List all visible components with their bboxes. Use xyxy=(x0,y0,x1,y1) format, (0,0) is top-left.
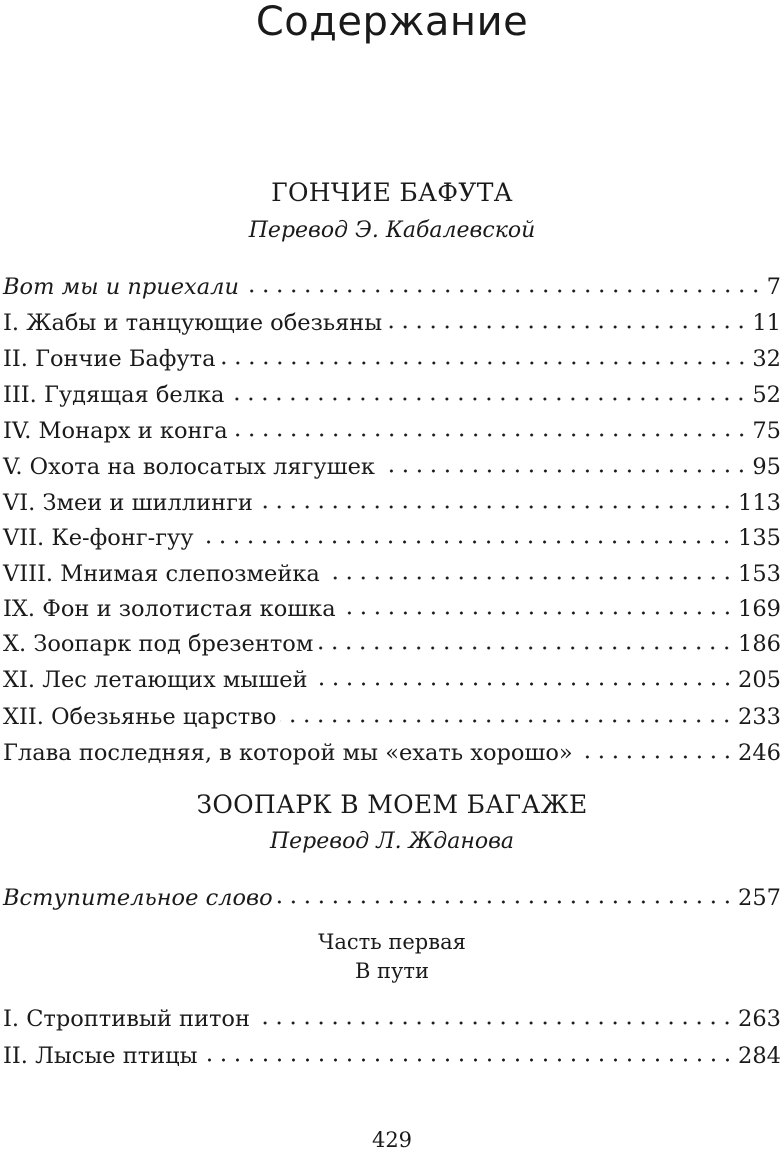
toc-entry-page: 135 xyxy=(738,525,781,551)
toc-entry-title: V. Охота на волосатых лягушек xyxy=(3,454,375,480)
toc-entry-page: 11 xyxy=(752,310,781,336)
translator-credit: Перевод Л. Жданова xyxy=(269,829,515,854)
toc-entry[interactable] xyxy=(3,379,781,411)
part-title: ГОНЧИЕ БАФУТА xyxy=(271,178,513,207)
dot-leader xyxy=(243,288,763,294)
toc-entry-title: IX. Фон и золотистая кошка xyxy=(3,596,336,622)
dot-leader xyxy=(254,1020,734,1026)
toc-entry-title: XI. Лес летающих мышей xyxy=(3,667,308,693)
toc-entry-page: 263 xyxy=(738,1006,781,1032)
toc-entry[interactable] xyxy=(3,737,781,769)
section-name: В пути xyxy=(354,959,430,983)
toc-entry-title: Глава последняя, в которой мы «ехать хорошо» xyxy=(3,740,573,766)
section-label: Часть первая xyxy=(318,930,466,954)
toc-entry-title: I. Строптивый питон xyxy=(3,1006,250,1032)
toc-entry-title: VIII. Мнимая слепозмейка xyxy=(3,561,320,587)
page-number: 429 xyxy=(371,1128,413,1152)
toc-entry-page: 75 xyxy=(752,418,781,444)
toc-entry-title: II. Лысые птицы xyxy=(3,1043,198,1069)
toc-entry-page: 205 xyxy=(738,667,781,693)
toc-entry-title: II. Гончие Бафута xyxy=(3,346,216,372)
page-title: Содержание xyxy=(255,0,529,45)
toc-entry[interactable] xyxy=(3,558,781,590)
toc-entry-page: 257 xyxy=(738,885,781,911)
toc-entry-title: III. Гудящая белка xyxy=(3,382,225,408)
translator-credit: Перевод Э. Кабалевской xyxy=(248,218,536,243)
toc-entry[interactable] xyxy=(3,271,781,303)
toc-entry-page: 113 xyxy=(738,490,781,516)
toc-entry-title: XII. Обезьянье царство xyxy=(3,704,277,730)
toc-entry[interactable] xyxy=(3,701,781,733)
part-title: ЗООПАРК В МОЕМ БАГАЖЕ xyxy=(196,790,588,819)
toc-entry[interactable] xyxy=(3,1003,781,1035)
dot-leader xyxy=(202,1057,734,1063)
dot-leader xyxy=(277,899,734,905)
toc-entry[interactable] xyxy=(3,307,781,339)
toc-entry-title: Вот мы и приехали xyxy=(3,274,239,300)
toc-entry-title: IV. Монарх и конга xyxy=(3,418,228,444)
dot-leader xyxy=(577,754,734,760)
toc-entry[interactable] xyxy=(3,415,781,447)
toc-entry-page: 95 xyxy=(752,454,781,480)
toc-entry[interactable] xyxy=(3,882,781,914)
dot-leader xyxy=(312,681,735,687)
toc-entry-page: 32 xyxy=(752,346,781,372)
toc-entry-page: 233 xyxy=(738,704,781,730)
dot-leader xyxy=(232,432,749,438)
dot-leader xyxy=(197,539,734,545)
toc-entry[interactable] xyxy=(3,343,781,375)
dot-leader xyxy=(324,575,734,581)
dot-leader xyxy=(257,504,734,510)
toc-entry-title: X. Зоопарк под брезентом xyxy=(3,631,314,657)
dot-leader xyxy=(317,645,734,651)
toc-entry[interactable] xyxy=(3,593,781,625)
toc-entry[interactable] xyxy=(3,522,781,554)
toc-entry[interactable] xyxy=(3,451,781,483)
toc-entry-title: Вступительное слово xyxy=(3,885,273,911)
dot-leader xyxy=(386,324,748,330)
toc-entry-page: 153 xyxy=(738,561,781,587)
toc-entry-page: 169 xyxy=(738,596,781,622)
toc-entry-title: VI. Змеи и шиллинги xyxy=(3,490,253,516)
toc-entry-page: 7 xyxy=(766,274,781,300)
toc-entry[interactable] xyxy=(3,487,781,519)
toc-entry-page: 52 xyxy=(752,382,781,408)
toc-entry-page: 284 xyxy=(738,1043,781,1069)
dot-leader xyxy=(379,468,748,474)
dot-leader xyxy=(340,610,734,616)
toc-entry-page: 246 xyxy=(738,740,781,766)
toc-entry-page: 186 xyxy=(738,631,781,657)
dot-leader xyxy=(220,360,749,366)
toc-entry-title: I. Жабы и танцующие обезьяны xyxy=(3,310,383,336)
toc-entry-title: VII. Ке-фонг-гуу xyxy=(3,525,194,551)
dot-leader xyxy=(228,396,748,402)
dot-leader xyxy=(280,718,734,724)
toc-entry[interactable] xyxy=(3,1040,781,1072)
toc-entry[interactable] xyxy=(3,628,781,660)
toc-entry[interactable] xyxy=(3,664,781,696)
